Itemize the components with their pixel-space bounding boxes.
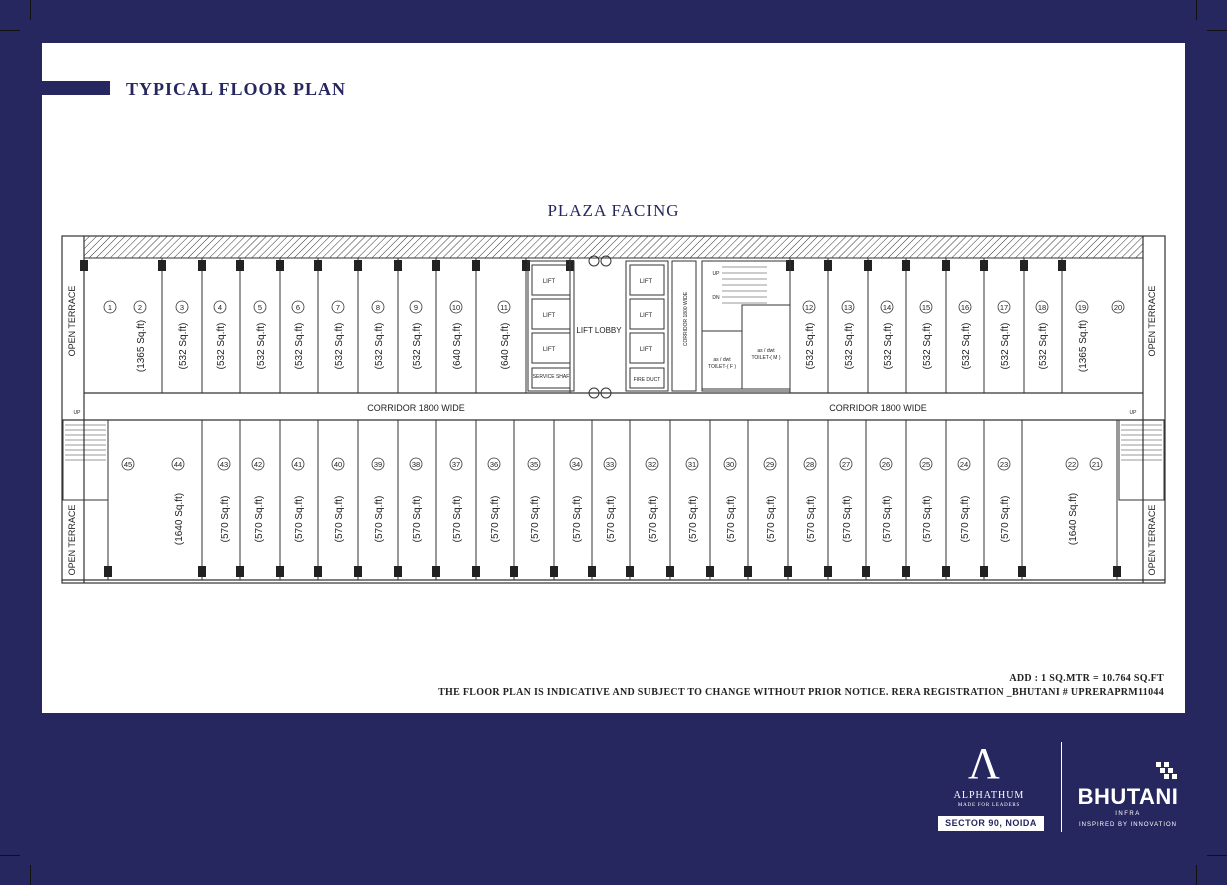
- conversion-note: ADD : 1 SQ.MTR = 10.764 SQ.FT: [1009, 673, 1164, 684]
- structural-column: [432, 566, 440, 577]
- shop-number: 17: [999, 303, 1009, 312]
- lift-lobby-label: LIFT LOBBY: [576, 326, 622, 335]
- shop-number: 7: [335, 303, 341, 312]
- brand-divider: [1061, 742, 1062, 832]
- shop-number: 44: [173, 460, 183, 469]
- shop-area: (570 Sq.ft): [648, 495, 659, 543]
- toilet-label: TOILET-( M ): [751, 355, 781, 361]
- structural-column: [902, 566, 910, 577]
- plan-sheet: [42, 43, 1185, 713]
- shop-number: 32: [647, 460, 657, 469]
- structural-column: [314, 566, 322, 577]
- shop-area: (570 Sq.ft): [490, 495, 501, 543]
- structural-column: [432, 260, 440, 271]
- shop-number: 38: [411, 460, 421, 469]
- crop-mark: [0, 855, 20, 856]
- shop-number: 18: [1037, 303, 1047, 312]
- open-terrace-label: OPEN TERRACE: [1147, 504, 1157, 576]
- shop-number: 12: [804, 303, 814, 312]
- shop-area: (532 Sq.ft): [334, 322, 345, 370]
- shop-number: 8: [375, 303, 381, 312]
- structural-column: [588, 566, 596, 577]
- structural-column: [1020, 260, 1028, 271]
- shop-area: (532 Sq.ft): [805, 322, 816, 370]
- shop-area: (532 Sq.ft): [844, 322, 855, 370]
- open-terrace-label: OPEN TERRACE: [67, 285, 77, 357]
- shop-number: 23: [999, 460, 1009, 469]
- shop-area: (1640 Sq.ft): [1068, 492, 1079, 546]
- shop-number: 40: [333, 460, 343, 469]
- shop-number: 24: [959, 460, 969, 469]
- branding: [930, 739, 1190, 842]
- project-location: SECTOR 90, NOIDA: [938, 816, 1044, 831]
- shop-area: (570 Sq.ft): [374, 495, 385, 543]
- shop-area: (570 Sq.ft): [1000, 495, 1011, 543]
- shop-number: 41: [293, 460, 303, 469]
- lift-label: LIFT: [542, 313, 556, 319]
- shop-number: 30: [725, 460, 735, 469]
- toilet-label: TOILET-( F ): [708, 364, 736, 370]
- shop-number: 14: [882, 303, 892, 312]
- facing-label: PLAZA FACING: [547, 201, 680, 220]
- structural-column: [980, 260, 988, 271]
- floor-plan: [42, 43, 1185, 643]
- structural-column: [236, 260, 244, 271]
- shop-area: (570 Sq.ft): [960, 495, 971, 543]
- facade-hatch: [84, 236, 1143, 258]
- structural-column: [784, 566, 792, 577]
- shop-number: 6: [295, 303, 301, 312]
- structural-column: [472, 260, 480, 271]
- structural-column: [1058, 260, 1066, 271]
- lift-label: LIFT: [542, 279, 556, 285]
- toilet-male: [742, 305, 790, 389]
- project-name: ALPHATHUM: [953, 790, 1025, 801]
- shop-area: (532 Sq.ft): [374, 322, 385, 370]
- structural-column: [1113, 566, 1121, 577]
- project-tagline: MADE FOR LEADERS: [957, 803, 1021, 808]
- structural-column: [666, 566, 674, 577]
- shop-area: (570 Sq.ft): [452, 495, 463, 543]
- fire-duct-label: FIRE DUCT: [633, 377, 661, 383]
- structural-column: [550, 566, 558, 577]
- open-terrace-label: OPEN TERRACE: [1147, 285, 1157, 357]
- toilet-block: [702, 261, 790, 391]
- shop-area: (532 Sq.ft): [178, 322, 189, 370]
- shop-number: 37: [451, 460, 461, 469]
- shop-area: (570 Sq.ft): [412, 495, 423, 543]
- shop-area: (532 Sq.ft): [961, 322, 972, 370]
- shop-area: (570 Sq.ft): [530, 495, 541, 543]
- structural-column: [198, 566, 206, 577]
- corridor-label: CORRIDOR 1800 WIDE: [829, 403, 927, 413]
- open-terrace-label: OPEN TERRACE: [67, 504, 77, 576]
- crop-mark: [1196, 0, 1197, 20]
- structural-column: [706, 566, 714, 577]
- shop-area: (570 Sq.ft): [688, 495, 699, 543]
- shop-number: 4: [217, 303, 223, 312]
- shop-area: (570 Sq.ft): [572, 495, 583, 543]
- structural-column: [276, 566, 284, 577]
- structural-column: [472, 566, 480, 577]
- shop-area: (570 Sq.ft): [766, 495, 777, 543]
- shop-number: 16: [960, 303, 970, 312]
- structural-column: [314, 260, 322, 271]
- structural-column: [158, 260, 166, 271]
- shop-number: 36: [489, 460, 499, 469]
- lift-label: LIFT: [542, 347, 556, 353]
- shop-area: (570 Sq.ft): [606, 495, 617, 543]
- lift-label: LIFT: [639, 313, 653, 319]
- structural-column: [104, 566, 112, 577]
- stair-up-label: UP: [1129, 410, 1137, 416]
- shop-number: 13: [843, 303, 853, 312]
- stair-up-label: UP: [73, 410, 81, 416]
- developer-name: BHUTANI: [1077, 784, 1179, 809]
- shop-area: (1365 Sq.ft): [1078, 319, 1089, 373]
- shop-number: 19: [1077, 303, 1087, 312]
- shop-number: 10: [451, 303, 461, 312]
- side-corridor-label: CORRIDOR 1800 WIDE: [683, 291, 689, 347]
- structural-column: [862, 566, 870, 577]
- shop-number: 15: [921, 303, 931, 312]
- shop-number: 21: [1091, 460, 1101, 469]
- toilet-label: as / dwt: [757, 348, 775, 354]
- shop-number: 11: [500, 303, 508, 312]
- shop-number: 27: [841, 460, 851, 469]
- shop-area: (532 Sq.ft): [294, 322, 305, 370]
- disclaimer-note: THE FLOOR PLAN IS INDICATIVE AND SUBJECT TO CHANGE WITHOUT PRIOR NOTICE. RERA REGISTRATION _BHUTANI # UPRERAPRM11044: [438, 687, 1164, 698]
- shop-number: 34: [571, 460, 581, 469]
- structural-column: [276, 260, 284, 271]
- shop-area: (570 Sq.ft): [882, 495, 893, 543]
- shop-area: (532 Sq.ft): [256, 322, 267, 370]
- shop-area: (1365 Sq.ft): [136, 319, 147, 373]
- shop-number: 9: [413, 303, 419, 312]
- shop-area: (570 Sq.ft): [726, 495, 737, 543]
- structural-column: [824, 260, 832, 271]
- shop-area: (570 Sq.ft): [842, 495, 853, 543]
- structural-column: [80, 260, 88, 271]
- shop-area: (570 Sq.ft): [806, 495, 817, 543]
- shop-area: (570 Sq.ft): [254, 495, 265, 543]
- shop-number: 3: [179, 303, 185, 312]
- structural-column: [864, 260, 872, 271]
- toilet-label: as / dwt: [713, 357, 731, 363]
- crop-mark: [1207, 855, 1227, 856]
- shop-number: 28: [805, 460, 815, 469]
- structural-column: [510, 566, 518, 577]
- crop-mark: [0, 30, 20, 31]
- corridor-label: CORRIDOR 1800 WIDE: [367, 403, 465, 413]
- shop-area: (570 Sq.ft): [220, 495, 231, 543]
- developer-tagline: INSPIRED BY INNOVATION: [1078, 822, 1177, 828]
- structural-column: [236, 566, 244, 577]
- developer-sub: INFRA: [1115, 811, 1141, 817]
- structural-column: [354, 260, 362, 271]
- shop-area: (570 Sq.ft): [334, 495, 345, 543]
- stair-up-label: UP: [712, 271, 720, 277]
- shop-number: 20: [1113, 303, 1123, 312]
- crop-mark: [30, 0, 31, 20]
- bhutani-mark-icon: [1156, 762, 1178, 780]
- shop-area: (532 Sq.ft): [1000, 322, 1011, 370]
- structural-column: [354, 566, 362, 577]
- shop-number: 39: [373, 460, 383, 469]
- crop-mark: [30, 865, 31, 885]
- crop-mark: [1207, 30, 1227, 31]
- shop-number: 45: [123, 460, 133, 469]
- lift-label: LIFT: [639, 347, 653, 353]
- structural-column: [980, 566, 988, 577]
- service-shaft-label: SERVICE SHAF: [532, 374, 570, 380]
- shop-area: (1640 Sq.ft): [174, 492, 185, 546]
- shop-number: 25: [921, 460, 931, 469]
- structural-column: [198, 260, 206, 271]
- structural-column: [824, 566, 832, 577]
- structural-column: [394, 566, 402, 577]
- shop-number: 2: [137, 303, 143, 312]
- shop-area: (532 Sq.ft): [216, 322, 227, 370]
- structural-column: [522, 260, 530, 271]
- shop-area: (640 Sq.ft): [452, 322, 463, 370]
- lift-label: LIFT: [639, 279, 653, 285]
- shop-area: (570 Sq.ft): [294, 495, 305, 543]
- structural-column: [902, 260, 910, 271]
- structural-column: [394, 260, 402, 271]
- alphathum-logo-icon: Λ: [968, 739, 1000, 788]
- structural-column: [942, 260, 950, 271]
- shop-number: 43: [219, 460, 229, 469]
- shop-number: 22: [1067, 460, 1077, 469]
- shop-area: (532 Sq.ft): [412, 322, 423, 370]
- shop-area: (532 Sq.ft): [883, 322, 894, 370]
- shop-area: (532 Sq.ft): [1038, 322, 1049, 370]
- shop-number: 31: [687, 460, 697, 469]
- shop-area: (640 Sq.ft): [500, 322, 511, 370]
- stair-dn-label: DN: [712, 295, 720, 301]
- shop-number: 1: [107, 303, 113, 312]
- shop-area: (570 Sq.ft): [922, 495, 933, 543]
- shop-number: 26: [881, 460, 891, 469]
- structural-column: [626, 566, 634, 577]
- page-title: TYPICAL FLOOR PLAN: [126, 79, 347, 99]
- structural-column: [744, 566, 752, 577]
- shop-number: 5: [257, 303, 263, 312]
- shop-number: 29: [765, 460, 775, 469]
- shop-number: 33: [605, 460, 615, 469]
- shop-number: 42: [253, 460, 263, 469]
- shop-area: (532 Sq.ft): [922, 322, 933, 370]
- structural-column: [942, 566, 950, 577]
- crop-mark: [1196, 865, 1197, 885]
- shop-number: 35: [529, 460, 539, 469]
- structural-column: [1018, 566, 1026, 577]
